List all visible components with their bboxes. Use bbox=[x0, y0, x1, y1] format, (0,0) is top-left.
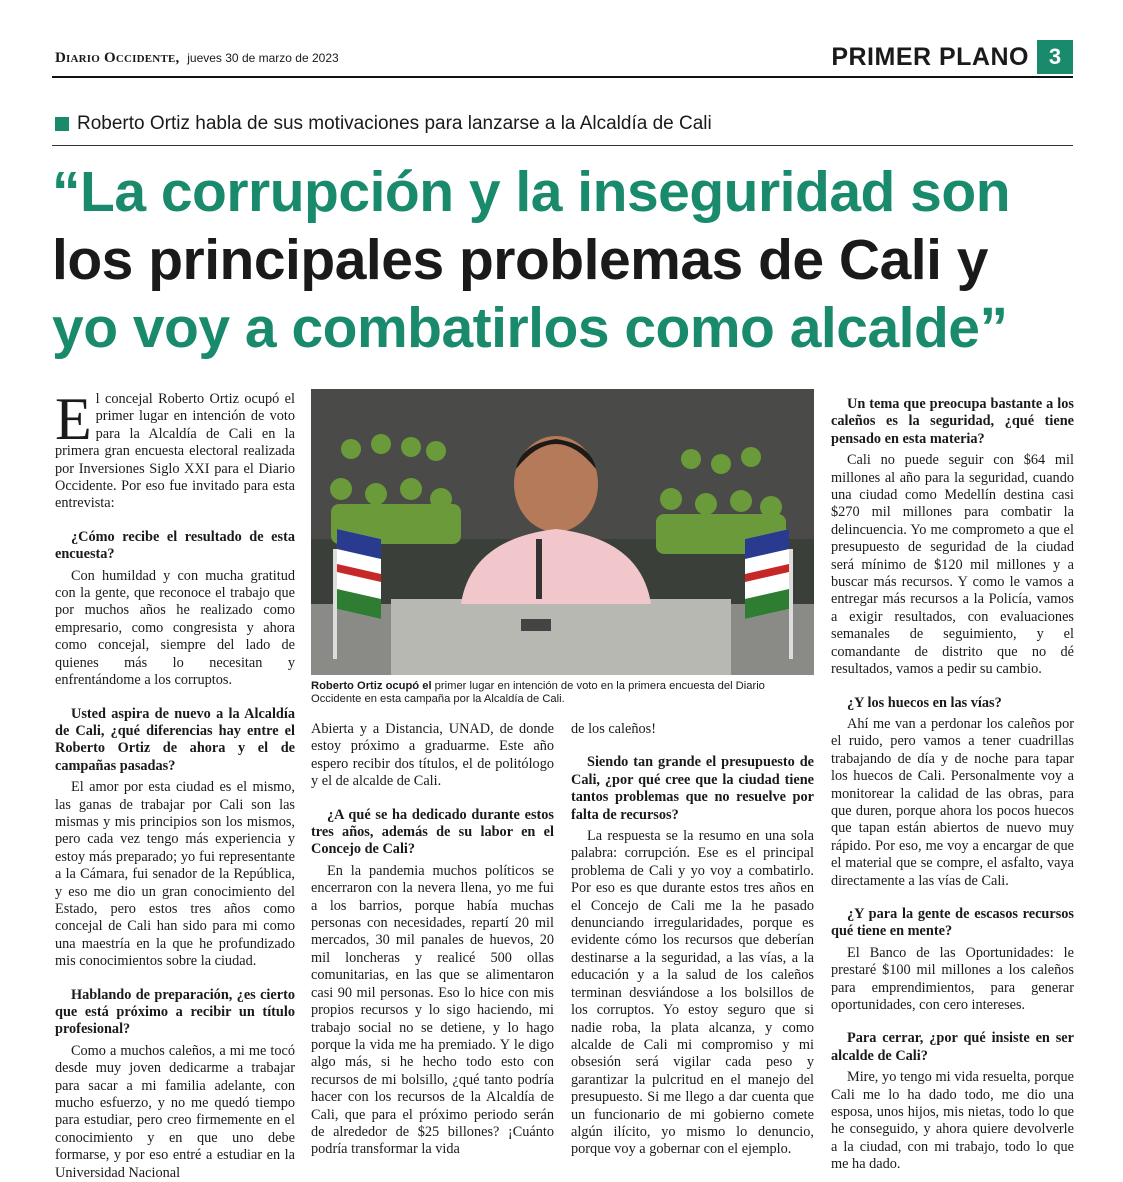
question: ¿Y los huecos en las vías? bbox=[847, 694, 1002, 711]
photo-illustration bbox=[311, 389, 814, 675]
question: ¿Cómo recibe el resultado de esta encuesta? bbox=[55, 528, 295, 563]
masthead bbox=[55, 50, 339, 67]
question: Siendo tan grande el presupuesto de Cali, ¿por qué cree que la ciudad tiene tantos problemas que no resuelve por falta de recursos? bbox=[571, 754, 814, 823]
article-column-4 bbox=[831, 396, 1074, 1174]
newspaper-name: Diario Occidente, bbox=[55, 50, 180, 66]
answer: El amor por esta ciudad es el mismo, las ganas de trabajar por Cali son las mismas y mis principios son los mismos, pero cada vez tengo más experiencia y estoy más preparado; yo fui representante a la Cámara, fui senador de la República, y eso me dio un gran conocimiento del Estado, pero estos tres años como concejal de Cali han sido para mi como una maestría en la que he profundizado mis conocimientos sobre la ciudad. bbox=[55, 779, 295, 970]
kicker bbox=[55, 113, 712, 135]
question: Usted aspira de nuevo a la Alcaldía de Cali, ¿qué diferencias hay entre el Roberto Ortiz de ahora y el de campañas pasadas? bbox=[55, 705, 295, 774]
caption-text: primer lugar en intención de voto en la primera encuesta del Diario Occidente en esta campaña por la Alcaldía de Cali. bbox=[311, 680, 765, 705]
top-rule bbox=[52, 76, 1073, 78]
caption-lead: Roberto Ortiz ocupó el bbox=[311, 680, 432, 692]
answer: En la pandemia muchos políticos se encerraron con la nevera llena, yo me fui a los barrios, porque había muchas personas con necesidades, repartí 20 mil mercados, 30 mil panales de huevos, 20 mil loncheras y realicé 500 ollas comunitarias, en las que se alimentaron casi 90 mil personas. Eso lo hice con mis propios recursos y lo sigo haciendo, mi trabajo social no se detiene, y lo hago porque la vida me ha premiado. Y le digo algo más, si he hecho todo esto con recursos de mi bolsillo, ¿qué tanto podría hacer con los recursos de la Alcaldía de Cali, que para el próximo periodo serán de alrededor de $25 billones? ¡Cuánto podría transformar la vida bbox=[311, 862, 554, 1158]
drop-cap: E bbox=[55, 386, 92, 452]
article-column-3 bbox=[571, 721, 814, 1159]
article-column-2 bbox=[311, 721, 554, 1159]
question: Para cerrar, ¿por qué insiste en ser alcalde de Cali? bbox=[831, 1030, 1074, 1064]
intro-paragraph: El concejal Roberto Ortiz ocupó el primer lugar en intención de voto para la Alcaldía de Cali en la primera gran encuesta electoral realizada por Inversiones Siglo XXI para el Diario Occidente. Por eso fue invitado para esta entrevista: bbox=[55, 386, 295, 512]
article-column-1 bbox=[55, 386, 295, 1182]
headline-line-2: los principales problemas de Cali y bbox=[52, 228, 988, 292]
question: Hablando de preparación, ¿es cierto que está próximo a recibir un título profesional? bbox=[55, 986, 295, 1038]
answer: La respuesta se la resumo en una sola palabra: corrupción. Ese es el principal problema de Cali y yo voy a combatirlo. Por eso es que durante estos tres años en el Concejo de Cali me la he pasado denunciando irregularidades, porque es evidente cómo los recursos que deberían destinarse a la seguridad, a las vías, a la educación y a la salud de los caleños terminan desviándose a los bolsillos de los corruptos. Yo estoy seguro que si nadie roba, la plata alcanza, y como alcalde de Cali mi compromiso y mi obsesión será vigilar cada peso y garantizar la pulcritud en el manejo del presupuesto. Si me llego a dar cuenta que un funcionario de mi gobierno comete algún ilícito, yo mismo lo denuncio, porque voy a gobernar con el ejemplo. bbox=[571, 828, 814, 1158]
section-label: PRIMER PLANO bbox=[831, 42, 1029, 71]
photo-caption bbox=[311, 680, 814, 706]
question: ¿Y para la gente de escasos recursos qué tiene en mente? bbox=[831, 905, 1074, 940]
answer-continued: de los caleños! bbox=[571, 721, 656, 737]
headline-line-1: “La corrupción y la inseguridad son bbox=[52, 160, 1011, 224]
square-bullet-icon bbox=[55, 117, 69, 131]
article-photo bbox=[311, 389, 814, 675]
answer-continued: Abierta y a Distancia, UNAD, de donde estoy próximo a graduarme. Este año espero recibir dos títulos, el de politólogo y el de alcalde de Cali. bbox=[311, 721, 554, 790]
answer: Cali no puede seguir con $64 mil millones al año para la seguridad, cuando una ciudad como Medellín destina casi $270 mil millones para combatir la delincuencia. Yo me comprometo a que el presupuesto de seguridad de la ciudad será mínimo de $120 mil millones y a buscar más recursos. Y como le vamos a entregar más recursos a la Policía, vamos a exigir resultados, con evaluaciones semanales de seguimiento, y el comandante de distrito que no dé resultados, vamos a pedir su cambio. bbox=[831, 452, 1074, 678]
question: Un tema que preocupa bastante a los caleños es la seguridad, ¿qué tiene pensado en esta materia? bbox=[831, 396, 1074, 447]
answer: El Banco de las Oportunidades: le prestaré $100 mil millones a los caleños para emprendimientos, para generar oportunidades, con cero intereses. bbox=[831, 944, 1074, 1013]
answer: Ahí me van a perdonar los caleños por el ruido, pero vamos a tener cuadrillas trabajando de día y de noche para tapar los huecos de Cali. Personalmente voy a monitorear la calidad de las obras, para que duren, porque ahora los pocos huecos que tapan están abiertos de nuevo muy rápido. Por eso, me voy a encargar de que el material que se compre, el asfalto, vaya directamente a las vías de Cali. bbox=[831, 715, 1074, 889]
answer: Con humildad y con mucha gratitud con la gente, que reconoce el trabajo que por muchos años he realizado como empresario, como congresista y ahora como concejal, siempre del lado de quienes más lo necesitan y enfrentándome a los corruptos. bbox=[55, 567, 295, 689]
kicker-rule bbox=[52, 145, 1073, 146]
answer: Como a muchos caleños, a mi me tocó desde muy joven dedicarme a trabajar para sacar a mi familia adelante, con mucho esfuerzo, y no me quedó tiempo para estudiar, pero creo firmemente en el conocimiento y en que uno debe formarse, y por eso entré a estudiar en la Universidad Nacional bbox=[55, 1042, 295, 1181]
publication-date: jueves 30 de marzo de 2023 bbox=[187, 51, 339, 65]
question: ¿A qué se ha dedicado durante estos tres años, además de su labor en el Concejo de Cali? bbox=[311, 806, 554, 858]
page-number: 3 bbox=[1037, 40, 1073, 74]
headline-line-3: yo voy a combatirlos como alcalde” bbox=[52, 296, 1008, 360]
kicker-text: Roberto Ortiz habla de sus motivaciones para lanzarse a la Alcaldía de Cali bbox=[77, 113, 712, 134]
answer: Mire, yo tengo mi vida resuelta, porque Cali me lo ha dado todo, me dio una esposa, unos hijos, mis nietas, todo lo que he conseguido, y ahora quiere devolverle a la ciudad, con mi trabajo, todo lo que me ha dado. bbox=[831, 1069, 1074, 1173]
section-header bbox=[831, 40, 1073, 74]
headline bbox=[52, 158, 1073, 362]
